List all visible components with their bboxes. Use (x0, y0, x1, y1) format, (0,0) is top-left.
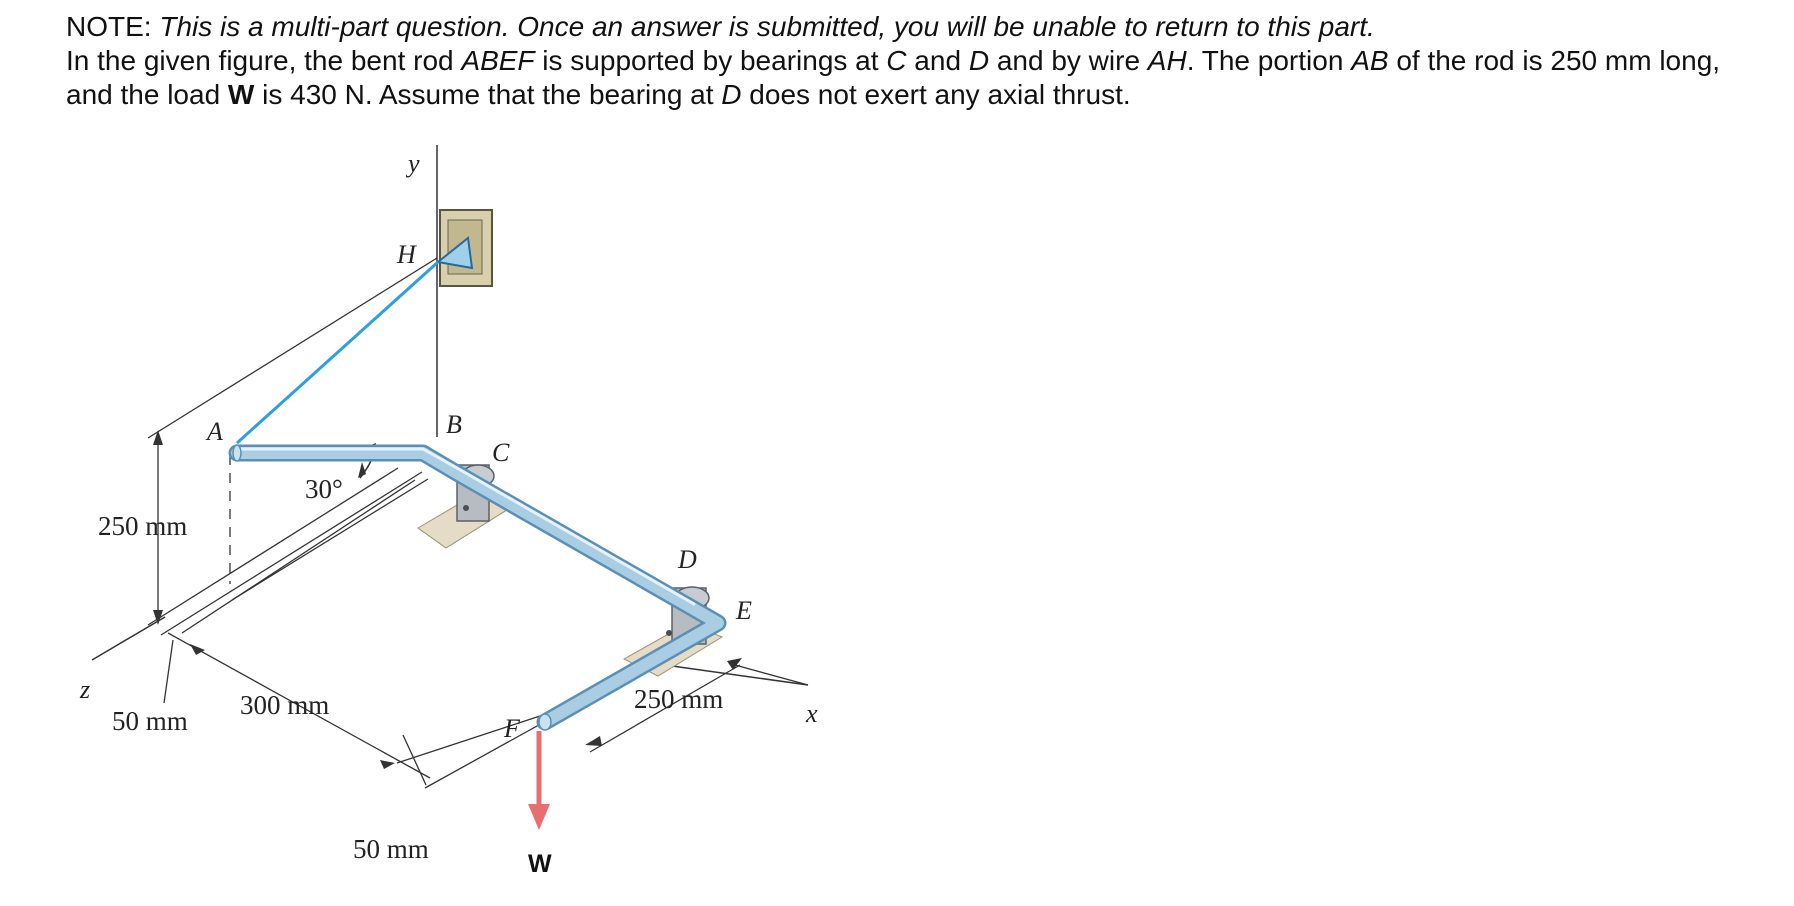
bearing-d-name: D (721, 79, 742, 110)
note-text: This is a multi-part question. Once an answer is submitted, you will be unable to return to this part. (159, 11, 1375, 42)
dim-angle: 30° (305, 474, 343, 504)
wire-name: AH (1147, 45, 1187, 76)
label-a: A (207, 417, 223, 446)
label-e: E (736, 596, 752, 625)
problem-text: is supported by bearings at (534, 45, 887, 76)
z-axis (92, 617, 165, 660)
bearing-c-name: C (886, 45, 907, 76)
problem-text: is 430 N. Assume that the bearing at (254, 79, 722, 110)
problem-text: does not exert any axial thrust. (741, 79, 1131, 110)
label-f: F (504, 714, 520, 743)
label-b: B (446, 410, 462, 439)
note-label: NOTE: (66, 11, 152, 42)
rod-end-a (233, 445, 241, 461)
rod-name: ABEF (461, 45, 535, 76)
label-h: H (397, 240, 416, 269)
dim-300: 300 mm (240, 690, 330, 720)
dim-250-right: 250 mm (634, 684, 724, 714)
problem-text: and by wire (989, 45, 1148, 76)
load-name: W (227, 79, 255, 110)
rod-end-f (539, 714, 551, 730)
label-d: D (678, 545, 697, 574)
x-axis (665, 665, 808, 685)
label-x: x (806, 699, 818, 728)
label-c: C (492, 438, 510, 467)
portion-name: AB (1351, 45, 1389, 76)
dim-50-bottom: 50 mm (353, 834, 429, 864)
problem-text: of the rod is 250 mm long, and the load (66, 45, 1721, 110)
dim-50-left: 50 mm (112, 706, 188, 736)
wall-bracket (438, 210, 492, 286)
label-w: W (528, 850, 552, 878)
problem-text: and (906, 45, 969, 76)
problem-text: In the given figure, the bent rod (66, 45, 462, 76)
load-arrow (528, 731, 550, 830)
wire-ah (237, 262, 438, 443)
bearing-d-name: D (968, 45, 990, 76)
label-y: y (408, 149, 420, 178)
problem-text: . The portion (1186, 45, 1352, 76)
label-z: z (80, 675, 91, 704)
dim-ab-height: 250 mm (98, 511, 188, 541)
